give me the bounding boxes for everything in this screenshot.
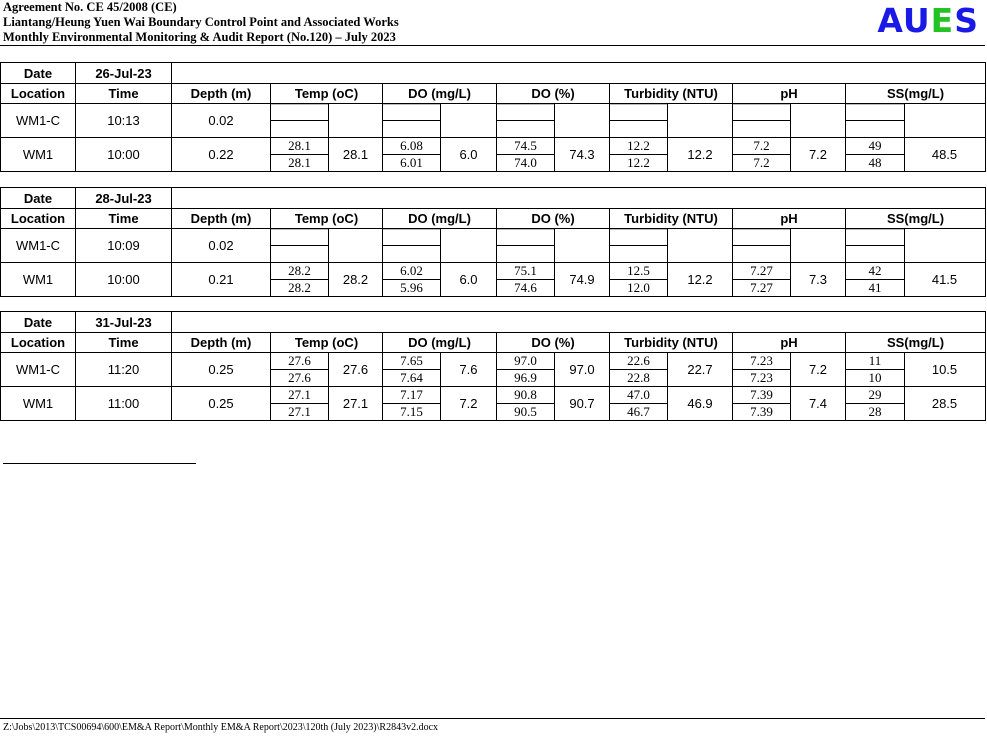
turb-reading-1: 12.5 [627,263,650,278]
footnote-separator [3,463,196,464]
temp-reading-1 [271,104,328,120]
do-mg-reading-1: 6.08 [400,138,423,153]
do-pct-average: 74.9 [569,272,595,287]
temp-header: Temp (oC) [271,209,383,228]
date-label: Date [1,312,76,332]
temp-average [328,104,383,137]
ph-reading-2: 7.39 [750,404,773,419]
depth-header: Depth (m) [172,209,271,228]
do-mg-average: 6.0 [459,147,478,162]
turbidity-header: Turbidity (NTU) [610,209,733,228]
turb-reading-1: 47.0 [627,387,650,402]
temp-reading-2 [271,121,328,137]
time-cell: 10:13 [76,104,172,137]
ph-reading-2: 7.2 [753,155,770,170]
ss-reading-1: 29 [868,387,882,402]
temp-average: 27.6 [342,362,369,377]
ss-reading-1: 49 [868,138,882,153]
ss-reading-1 [846,229,904,245]
ph-reading-1: 7.39 [750,387,773,402]
turb-reading-2: 12.2 [627,155,650,170]
ss-reading-2 [846,121,904,137]
temp-reading-1 [271,229,328,245]
ph-average: 7.2 [808,147,828,162]
turb-average: 12.2 [687,272,713,287]
table-row [1,104,985,137]
turb-reading-2 [610,121,667,137]
turb-average: 46.9 [687,396,713,411]
turb-average: 22.7 [687,362,713,377]
do-pct-reading-2: 90.5 [514,404,537,419]
depth-cell: 0.25 [172,387,271,420]
depth-cell: 0.25 [172,353,271,386]
do-pct-reading-1 [497,104,554,120]
ss-reading-2: 28 [868,404,882,419]
temp-reading-1: 28.2 [288,263,311,278]
temp-reading-1: 28.1 [288,138,311,153]
ss-reading-2: 48 [868,155,882,170]
date-label: Date [1,63,76,83]
do-pct-reading-2: 74.6 [514,280,537,295]
turbidity-header: Turbidity (NTU) [610,333,733,352]
data-table-block [0,62,986,172]
ss-average [904,229,985,262]
turb-reading-1 [610,104,667,120]
temp-header: Temp (oC) [271,333,383,352]
temp-reading-1: 27.6 [288,353,311,368]
ph-header: pH [733,333,846,352]
turb-reading-2: 46.7 [627,404,650,419]
turbidity-header: Turbidity (NTU) [610,84,733,103]
do-mg-average [440,104,497,137]
do-pct-header: DO (%) [497,333,610,352]
temp-average: 28.1 [342,147,369,162]
column-header-row [1,84,985,103]
temp-average [328,229,383,262]
location-cell: WM1-C [1,104,76,137]
agreement-number: Agreement No. CE 45/2008 (CE) [3,0,177,14]
table-row [1,229,985,262]
location-header: Location [1,84,76,103]
depth-header: Depth (m) [172,84,271,103]
do-mg-header: DO (mg/L) [383,209,497,228]
logo-letter-e: E [930,1,955,40]
ph-reading-1 [733,229,790,245]
depth-cell: 0.02 [172,104,271,137]
date-value: 31-Jul-23 [76,312,172,332]
ss-reading-2 [846,246,904,262]
ss-average: 28.5 [931,396,958,411]
turb-average [667,104,733,137]
ph-reading-1: 7.23 [750,353,773,368]
time-cell: 10:09 [76,229,172,262]
date-value: 26-Jul-23 [76,63,172,83]
do-mg-average: 7.6 [459,362,478,377]
do-pct-reading-1 [497,229,554,245]
do-mg-reading-2: 7.64 [400,370,423,385]
ss-reading-2: 41 [868,280,882,295]
temp-reading-2 [271,246,328,262]
ss-average: 10.5 [931,362,958,377]
do-mg-reading-2 [383,121,440,137]
do-pct-header: DO (%) [497,84,610,103]
ss-reading-1: 11 [868,353,882,368]
date-value: 28-Jul-23 [76,188,172,208]
turb-reading-1: 22.6 [627,353,650,368]
do-pct-average [554,229,610,262]
file-path-footer: Z:\Jobs\2013\TCS00694\600\EM&A Report\Monthly EM&A Report\2023\120th (July 2023)\R2843v2.docx [3,722,439,733]
ph-reading-2 [733,246,790,262]
depth-cell: 0.02 [172,229,271,262]
report-title: Monthly Environmental Monitoring & Audit Report (No.120) – July 2023 [3,30,396,44]
do-pct-reading-2: 96.9 [514,370,537,385]
location-cell: WM1 [1,387,76,420]
temp-reading-2: 27.6 [288,370,311,385]
do-pct-reading-1: 74.5 [514,138,537,153]
date-row [1,188,985,208]
temp-reading-2: 28.1 [288,155,311,170]
location-cell: WM1-C [1,229,76,262]
temp-average: 27.1 [342,396,369,411]
time-header: Time [76,333,172,352]
time-cell: 11:00 [76,387,172,420]
do-mg-average: 6.0 [459,272,478,287]
ss-average: 41.5 [931,272,958,287]
do-mg-reading-1: 6.02 [400,263,423,278]
turb-average [667,229,733,262]
depth-cell: 0.22 [172,138,271,171]
turb-reading-2: 12.0 [627,280,650,295]
time-header: Time [76,84,172,103]
do-pct-average: 97.0 [569,362,595,377]
location-cell: WM1 [1,138,76,171]
depth-header: Depth (m) [172,333,271,352]
ph-reading-2 [733,121,790,137]
date-label: Date [1,188,76,208]
location-cell: WM1-C [1,353,76,386]
turb-reading-1: 12.2 [627,138,650,153]
do-pct-reading-1: 75.1 [514,263,537,278]
ph-average [790,229,846,262]
time-cell: 10:00 [76,263,172,296]
do-mg-reading-2: 5.96 [400,280,423,295]
do-pct-reading-2 [497,246,554,262]
do-mg-reading-1 [383,229,440,245]
aues-logo [877,2,979,40]
do-mg-header: DO (mg/L) [383,84,497,103]
time-header: Time [76,209,172,228]
do-mg-header: DO (mg/L) [383,333,497,352]
do-mg-reading-1: 7.17 [400,387,423,402]
logo-letter-s: S [954,1,979,40]
do-pct-reading-1: 90.8 [514,387,537,402]
ss-header: SS(mg/L) [886,86,945,101]
header-rule [0,45,985,46]
do-pct-average: 90.7 [569,396,595,411]
ss-header: SS(mg/L) [886,335,945,350]
ss-reading-2: 10 [868,370,882,385]
do-mg-reading-1 [383,104,440,120]
ph-reading-1: 7.27 [750,263,773,278]
do-mg-reading-2: 7.15 [400,404,423,419]
temp-header: Temp (oC) [271,84,383,103]
ss-average [904,104,985,137]
do-mg-average: 7.2 [459,396,478,411]
ss-reading-1 [846,104,904,120]
logo-letter-a: A [877,1,903,40]
do-pct-average: 74.3 [569,147,595,162]
ph-reading-2: 7.23 [750,370,773,385]
column-header-row [1,333,985,352]
do-pct-reading-1: 97.0 [514,353,537,368]
temp-reading-2: 28.2 [288,280,311,295]
temp-reading-1: 27.1 [288,387,311,402]
temp-average: 28.2 [342,272,369,287]
turb-average: 12.2 [687,147,713,162]
location-header: Location [1,333,76,352]
depth-cell: 0.21 [172,263,271,296]
turb-reading-1 [610,229,667,245]
table-row [1,263,985,296]
column-header-row [1,209,985,228]
table-row [1,353,985,386]
ph-header: pH [733,209,846,228]
ph-header: pH [733,84,846,103]
ph-reading-1: 7.2 [753,138,770,153]
project-title: Liantang/Heung Yuen Wai Boundary Control Point and Associated Works [3,15,399,29]
data-table-block [0,311,986,421]
ph-average: 7.3 [808,272,828,287]
location-header: Location [1,209,76,228]
ss-header: SS(mg/L) [886,211,945,226]
temp-reading-2: 27.1 [288,404,311,419]
turb-reading-2: 22.8 [627,370,650,385]
logo-letter-u: U [902,1,931,40]
turb-reading-2 [610,246,667,262]
do-pct-reading-2 [497,121,554,137]
ss-average: 48.5 [931,147,958,162]
ph-reading-2: 7.27 [750,280,773,295]
do-mg-reading-2 [383,246,440,262]
do-mg-reading-2: 6.01 [400,155,423,170]
ph-reading-1 [733,104,790,120]
table-row [1,138,985,171]
time-cell: 10:00 [76,138,172,171]
do-mg-reading-1: 7.65 [400,353,423,368]
location-cell: WM1 [1,263,76,296]
date-row [1,312,985,332]
data-table-block [0,187,986,297]
do-pct-reading-2: 74.0 [514,155,537,170]
do-pct-average [554,104,610,137]
document-header [3,0,399,45]
footer-rule [0,718,985,719]
date-row [1,63,985,83]
table-row [1,387,985,420]
ph-average: 7.4 [808,396,828,411]
do-pct-header: DO (%) [497,209,610,228]
ph-average [790,104,846,137]
ss-reading-1: 42 [868,263,882,278]
do-mg-average [440,229,497,262]
time-cell: 11:20 [76,353,172,386]
ph-average: 7.2 [808,362,828,377]
